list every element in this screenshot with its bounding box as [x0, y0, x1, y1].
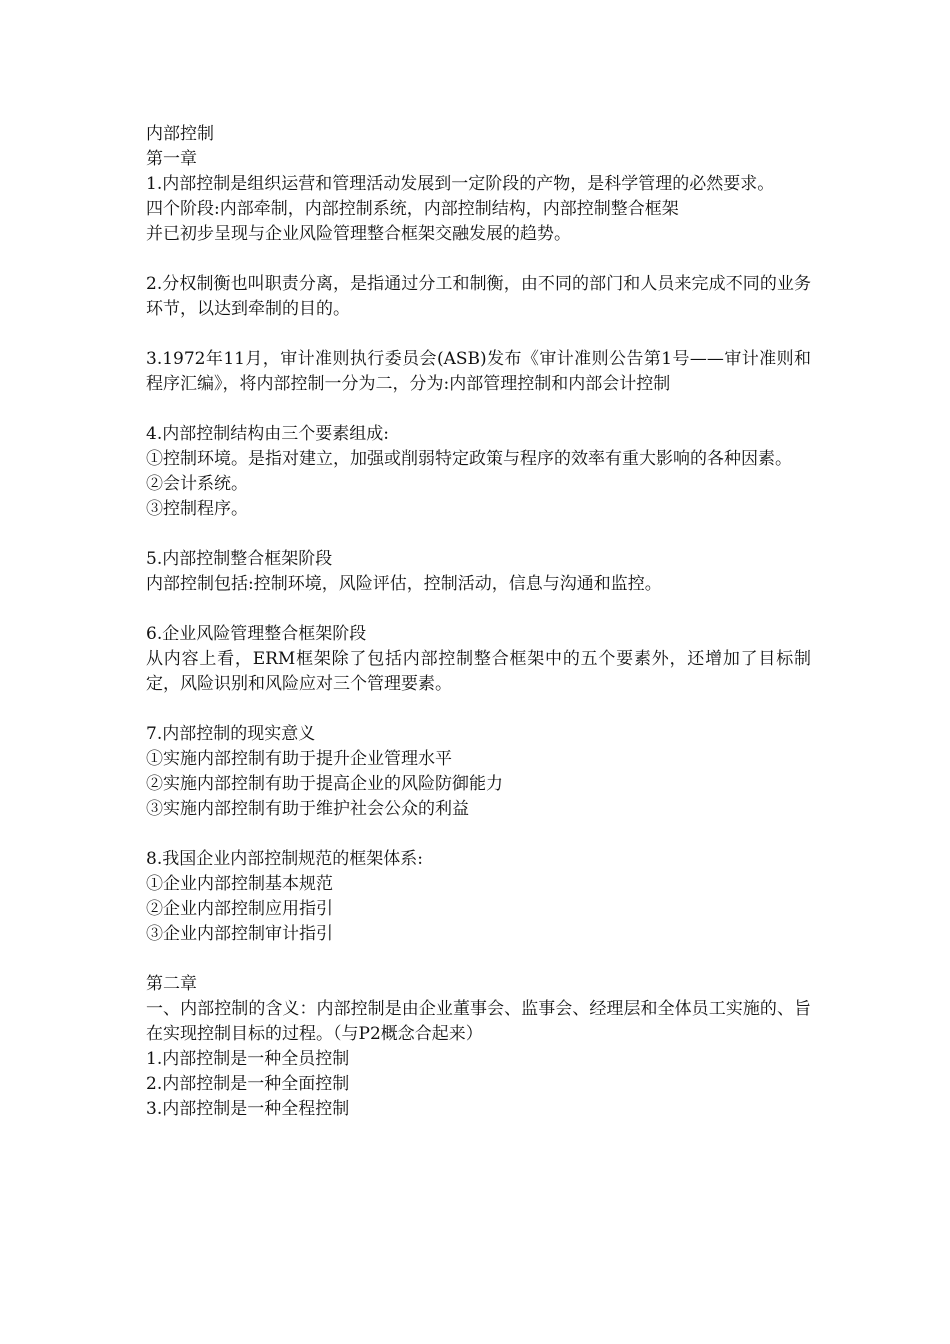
chapter-1-heading: 第一章	[146, 149, 197, 169]
spacer	[146, 947, 811, 972]
chapter-2-item: 1.内部控制是一种全员控制	[146, 1049, 350, 1069]
section-7-item: ②实施内部控制有助于提高企业的风险防御能力	[146, 774, 503, 794]
section-3-text: 3.1972年11月，审计准则执行委员会(ASB)发布《审计准则公告第1号——审计准则和程序汇编》，将内部控制一分为二，分为:内部管理控制和内部会计控制	[146, 349, 811, 394]
section-6-heading: 6.企业风险管理整合框架阶段	[146, 624, 367, 644]
section-5-heading: 5.内部控制整合框架阶段	[146, 549, 333, 569]
section-4-item: ②会计系统。	[146, 474, 248, 494]
chapter-2-item: 2.内部控制是一种全面控制	[146, 1074, 350, 1094]
spacer	[146, 522, 811, 547]
spacer	[146, 697, 811, 722]
section-8-item: ②企业内部控制应用指引	[146, 899, 333, 919]
section-7-heading: 7.内部控制的现实意义	[146, 724, 316, 744]
section-7-item: ③实施内部控制有助于维护社会公众的利益	[146, 799, 469, 819]
section-1-text: 1.内部控制是组织运营和管理活动发展到一定阶段的产物，是科学管理的必然要求。	[146, 174, 775, 194]
section-4-heading: 4.内部控制结构由三个要素组成:	[146, 424, 389, 444]
section-4-item: ③控制程序。	[146, 499, 248, 519]
spacer	[146, 822, 811, 847]
section-1-trend: 并已初步呈现与企业风险管理整合框架交融发展的趋势。	[146, 224, 571, 244]
section-1-stages: 四个阶段:内部牵制，内部控制系统，内部控制结构，内部控制整合框架	[146, 199, 679, 219]
section-2-text: 2.分权制衡也叫职责分离，是指通过分工和制衡，由不同的部门和人员来完成不同的业务环节，以达到牵制的目的。	[146, 274, 811, 319]
section-5-text: 内部控制包括:控制环境，风险评估，控制活动，信息与沟通和监控。	[146, 574, 662, 594]
section-4-item: ①控制环境。是指对建立，加强或削弱特定政策与程序的效率有重大影响的各种因素。	[146, 449, 792, 469]
document-body	[146, 122, 811, 1122]
section-7-item: ①实施内部控制有助于提升企业管理水平	[146, 749, 452, 769]
spacer	[146, 397, 811, 422]
chapter-2-definition: 一、内部控制的含义：内部控制是由企业董事会、监事会、经理层和全体员工实施的、旨在实现控制目标的过程。（与P2概念合起来）	[146, 999, 811, 1044]
section-6-text: 从内容上看，ERM框架除了包括内部控制整合框架中的五个要素外，还增加了目标制定，风险识别和风险应对三个管理要素。	[146, 649, 811, 694]
spacer	[146, 322, 811, 347]
section-8-item: ③企业内部控制审计指引	[146, 924, 333, 944]
spacer	[146, 247, 811, 272]
spacer	[146, 597, 811, 622]
section-8-heading: 8.我国企业内部控制规范的框架体系:	[146, 849, 423, 869]
section-8-item: ①企业内部控制基本规范	[146, 874, 333, 894]
document-title: 内部控制	[146, 124, 214, 144]
chapter-2-item: 3.内部控制是一种全程控制	[146, 1099, 350, 1119]
chapter-2-heading: 第二章	[146, 974, 197, 994]
